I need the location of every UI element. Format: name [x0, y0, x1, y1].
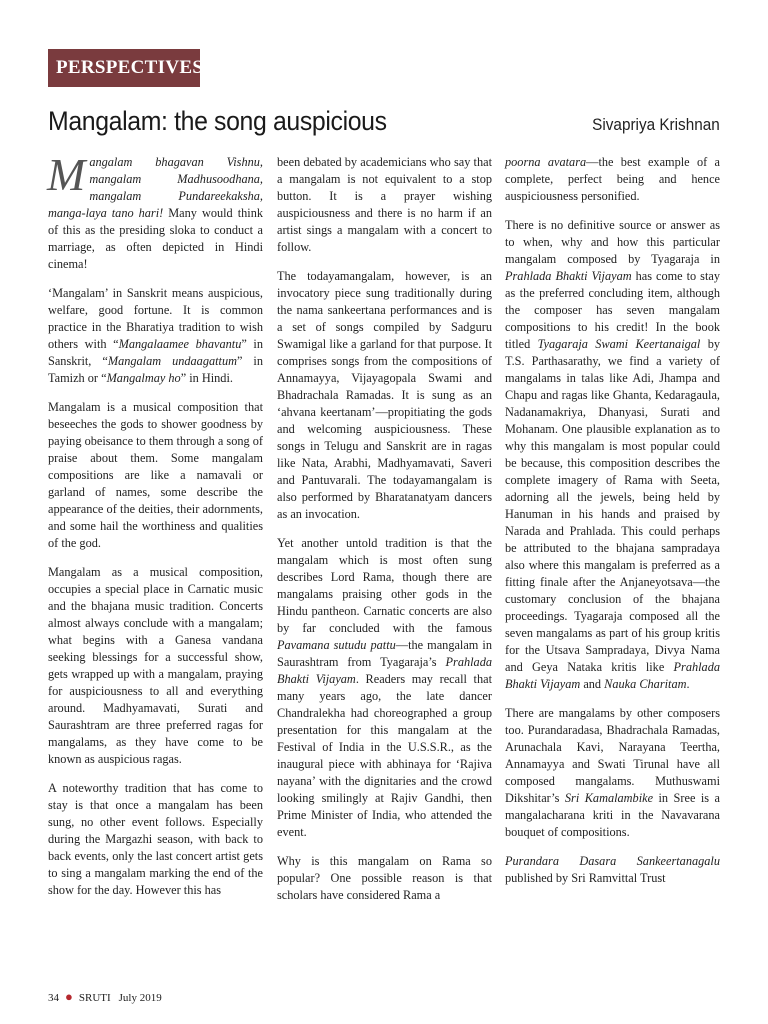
- column-3: [505, 154, 720, 899]
- text-run: Yet another untold tradition is that the mangalam which is most often sung describes Lord Rama, though there are mangalams praising other gods in the Hindu pantheon. Carnatic concerts are also by far concluded with the famous: [277, 536, 492, 635]
- paragraph: [505, 217, 720, 693]
- text-run: ‘Mangalam’ in Sanskrit means auspicious, welfare, good fortune. It is common practice in the Bharatiya tradition to wish others with “: [48, 286, 263, 351]
- italic-run: Prahlada Bhakti Vijayam: [277, 655, 492, 686]
- italic-run: Mangalam undaagattum: [107, 354, 237, 368]
- paragraph: [48, 285, 263, 387]
- paragraph: Why is this mangalam on Rama so popular? One possible reason is that scholars have considered Rama a: [277, 854, 492, 902]
- text-run: ” in Tamizh or “: [48, 354, 263, 385]
- italic-run: poorna avatara: [505, 155, 587, 169]
- text-run: in Sree is a mangalacharana kriti in the Navavarana bouquet of compositions.: [505, 791, 721, 839]
- bullet-dot-icon: ●: [65, 989, 73, 1004]
- italic-run: Prahlada Bhakti Vijayam: [505, 269, 632, 283]
- text-run: —the best example of a complete, perfect being and hence auspiciousness personified.: [505, 155, 721, 203]
- italic-run: Mangalmay ho: [106, 371, 181, 385]
- italic-run: Sri Kamalambike: [564, 791, 654, 805]
- italic-run: Purandara Dasara Sankeertanagalu: [505, 854, 720, 868]
- italic-run: Nauka Charitam: [604, 677, 687, 691]
- paragraph: [505, 853, 720, 887]
- paragraph: [505, 705, 720, 841]
- italic-run: Pavamana sutudu pattu: [277, 638, 396, 652]
- text-run: . Readers may recall that many years ago, the late dancer Chandralekha had choreographed a group presentation for this mangalam at the Festival of India in the U.S.S.R., as the inaugural piece with abhinaya for ‘Rajiva nayana’ with the dignitaries and the crowd looking smilingly at Rajiv Gandhi, then Prime Minister of India, who attended the event.: [277, 672, 492, 839]
- drop-cap: M: [47, 149, 86, 200]
- paragraph: [47, 149, 263, 273]
- text-run: There is no definitive source or answer as to when, why and how this particular mangalam composed by Tyagaraja in: [505, 218, 720, 266]
- text-run: by T.S. Parthasarathy, we find a variety of mangalams in talas like Adi, Jhampa and Chapu and ragas like Ghanta, Kedaragaula, Nadanamakriya, Dhanyasi, Surati and Mohanam. One plausible explanation as to why this mangalam is most popular could be because, this composition describes the complete imagery of Rama with Seeta, adorning all the jewels, being held by Hanuman in his hands and praised by Narada and Prahlada. This could perhaps be attributed to the bhajana sampradaya also where this mangalam is preferred as a fitting finale after the Anjaneyotsava—the customary conclusion of the bhajana proceedings. Tyagaraja composed all the seven mangalams as part of his group kritis for the Utsava Sampradaya, Divya Nama and Geya Nataka kritis like: [505, 337, 720, 674]
- article-author: Sivapriya Krishnan: [592, 115, 720, 134]
- text-run: and: [580, 677, 605, 691]
- italic-run: Tyagaraja Swami Keertanaigal: [537, 337, 701, 351]
- magazine-name: SRUTI: [78, 992, 111, 1004]
- section-badge: PERSPECTIVES: [48, 49, 200, 87]
- paragraph: been debated by academicians who say that a mangalam is not equivalent to a stop button. It is a prayer wishing auspiciousness and there is no harm if an artist sings a mangalam with a concert to follow.: [277, 155, 492, 254]
- text-run: has come to stay as the preferred concluding item, although the composer has seven mangalam compositions to his credit! In the book titled: [505, 269, 720, 351]
- text-run: ” in Sanskrit, “: [48, 337, 263, 368]
- page-number: 34: [48, 992, 59, 1004]
- text-run: published by Sri Ramvittal Trust: [505, 871, 666, 885]
- text-run: —the mangalam in Saurashtram from Tyagaraja’s: [277, 638, 492, 669]
- paragraph: Mangalam as a musical composition, occupies a special place in Carnatic music and the bhajana music tradition. Concerts almost always conclude with a mangalam; what begins with a Ganesa vandana seeking blessings for a successful show, gets wrapped up with a mangalam, praying for auspiciousness to all and everything around. Madhyamavati, Surati and Saurashtram are three preferred ragas for mangalams, as they have come to be known as auspicious ragas.: [48, 565, 263, 766]
- text-run: Many would think of this as the presiding sloka to conduct a marriage, as often depicted in Hindi cinema!: [48, 206, 263, 271]
- text-run: .: [686, 677, 690, 691]
- column-1: [47, 149, 263, 911]
- text-run: There are mangalams by other composers too. Purandaradasa, Bhadrachala Ramadas, Arunachala Kavi, Narayana Teertha, Annamayya and Swati Tirunal have all composed mangalams. Muthuswami Dikshitar’s: [505, 706, 720, 805]
- italic-run: Prahlada Bhakti Vijayam: [505, 660, 720, 691]
- column-2: [277, 154, 492, 916]
- italic-run: Mangalaamee bhavantu: [118, 337, 242, 351]
- paragraph: The todayamangalam, however, is an invocatory piece sung traditionally during the nama sankeertana performances and is a set of songs compiled by Sadguru Swamigal like a garland for that purpose. It comprises songs from the compositions of Annamayya, Vijayagopala Swami and Bhadrachala Ramadas. It is sung as an ‘ahvana keertanam’—propitiating the gods and welcoming auspiciousness. These songs in Telugu and Sanskrit are in ragas like Nata, Arabhi, Madhyamavati, Saveri and Pantuvarali. The todayamangalam is also performed by Bharatanatyam dancers as an invocation.: [277, 269, 492, 521]
- paragraph: [277, 535, 492, 841]
- paragraph: [505, 154, 720, 205]
- sloka-text: angalam bhagavan Vishnu, mangalam Madhusoodhana, mangalam Pundareekaksha, manga-laya tano hari!: [48, 155, 263, 220]
- text-run: ” in Hindi.: [180, 371, 233, 385]
- paragraph: A noteworthy tradition that has come to stay is that once a mangalam has been sung, no other event follows. Especially during the Margazhi season, with back to back events, only the last concert artist gets to sing a mangalam marking the end of the show for the day. However this has: [48, 781, 263, 897]
- issue-date: July 2019: [118, 992, 162, 1004]
- page-footer: [48, 989, 162, 1005]
- article-title: Mangalam: the song auspicious: [48, 106, 387, 136]
- paragraph: Mangalam is a musical composition that beseeches the gods to shower goodness by paying obeisance to them through a song of praise about them. Some mangalam compositions are like a namavali or garland of names, some describe the appearance of the deities, their adornments, and some hail the worthiness and qualities of the god.: [48, 400, 263, 550]
